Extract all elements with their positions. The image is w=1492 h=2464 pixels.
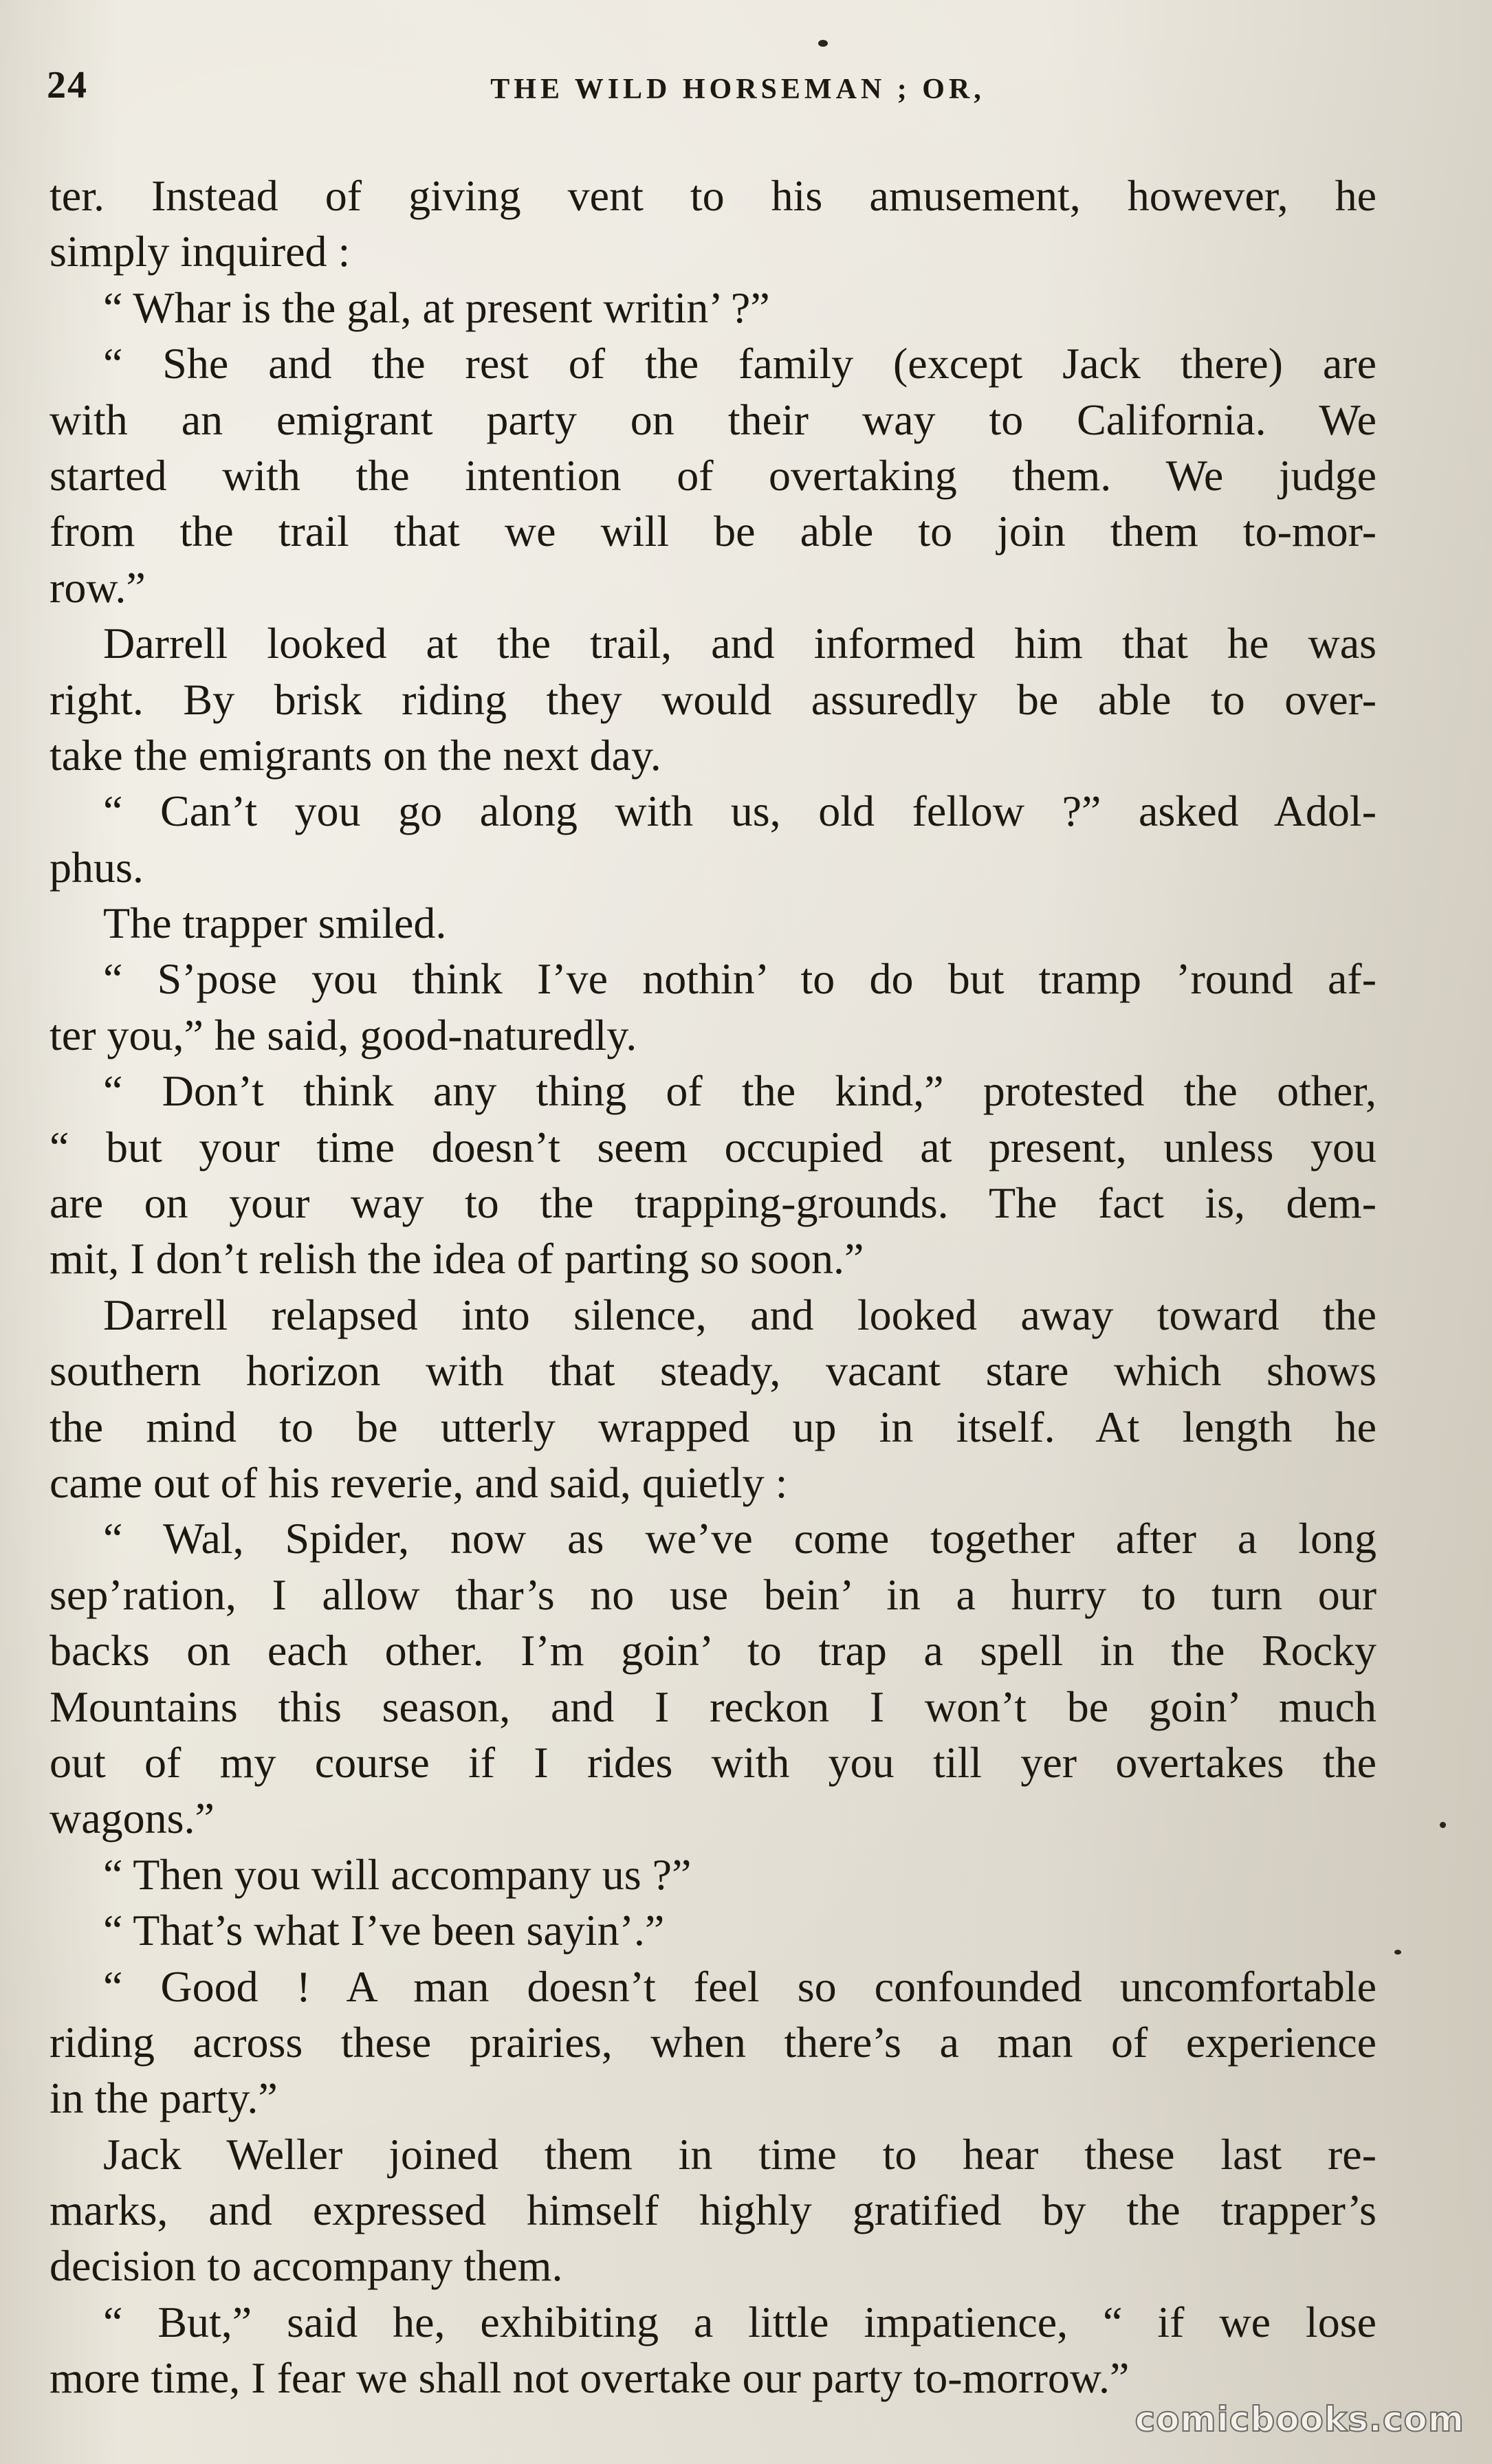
text-line: backs on each other. I’m goin’ to trap a spell in the Rocky bbox=[50, 1626, 1376, 1675]
body-text bbox=[50, 168, 1376, 2406]
text-line: mit, I don’t relish the idea of parting so soon.” bbox=[50, 1234, 864, 1284]
text-line: “ but your time doesn’t seem occupied at present, unless you bbox=[50, 1122, 1376, 1172]
text-line: “ Whar is the gal, at present writin’ ?” bbox=[103, 283, 770, 332]
text-line: “ She and the rest of the family (except Jack there) are bbox=[103, 339, 1376, 388]
text-line: take the emigrants on the next day. bbox=[50, 730, 661, 780]
page-number: 24 bbox=[47, 64, 88, 107]
running-head: THE WILD HORSEMAN ; OR, bbox=[490, 74, 985, 105]
text-line: “ Don’t think any thing of the kind,” protested the other, bbox=[103, 1066, 1376, 1116]
text-line: more time, I fear we shall not overtake our party to-morrow.” bbox=[50, 2353, 1130, 2403]
watermark: comicbooks.com bbox=[1134, 2399, 1464, 2439]
text-line: phus. bbox=[50, 842, 144, 892]
text-line: “ Can’t you go along with us, old fellow ?” asked Adol- bbox=[103, 786, 1376, 836]
text-line: “ Then you will accompany us ?” bbox=[103, 1849, 692, 1899]
text-line: came out of his reverie, and said, quietly : bbox=[50, 1458, 788, 1507]
text-line: “ S’pose you think I’ve nothin’ to do but tramp ’round af- bbox=[103, 954, 1376, 1004]
text-line: in the party.” bbox=[50, 2074, 278, 2123]
text-line: started with the intention of overtaking them. We judge bbox=[50, 450, 1376, 500]
ink-speck bbox=[1394, 1950, 1401, 1955]
text-line: from the trail that we will be able to join them to-mor- bbox=[50, 507, 1376, 556]
text-line: “ But,” said he, exhibiting a little impatience, “ if we lose bbox=[103, 2297, 1376, 2346]
text-line: the mind to be utterly wrapped up in itself. At length he bbox=[50, 1402, 1376, 1451]
text-line: out of my course if I rides with you till yer overtakes the bbox=[50, 1737, 1376, 1787]
text-line: wagons.” bbox=[50, 1794, 215, 1843]
text-line: ter. Instead of giving vent to his amusement, however, he bbox=[50, 171, 1376, 220]
text-line: are on your way to the trapping-grounds. The fact is, dem- bbox=[50, 1178, 1376, 1228]
ink-speck bbox=[818, 40, 828, 47]
text-line: “ Wal, Spider, now as we’ve come together after a long bbox=[103, 1514, 1376, 1563]
text-line: simply inquired : bbox=[50, 227, 351, 276]
text-line: Mountains this season, and I reckon I won’t be goin’ much bbox=[50, 1682, 1376, 1731]
text-line: with an emigrant party on their way to California. We bbox=[50, 395, 1376, 444]
text-line: Darrell relapsed into silence, and looked away toward the bbox=[103, 1290, 1376, 1339]
text-line: The trapper smiled. bbox=[103, 899, 447, 948]
text-line: decision to accompany them. bbox=[50, 2241, 563, 2291]
text-line: sep’ration, I allow thar’s no use bein’ in a hurry to turn our bbox=[50, 1570, 1376, 1619]
text-line: riding across these prairies, when there’s a man of experience bbox=[50, 2017, 1376, 2067]
page-header bbox=[47, 63, 1381, 118]
text-line: ter you,” he said, good-naturedly. bbox=[50, 1010, 637, 1059]
text-line: marks, and expressed himself highly gratified by the trapper’s bbox=[50, 2186, 1376, 2235]
text-line: “ Good ! A man doesn’t feel so confounded uncomfortable bbox=[103, 1961, 1376, 2011]
text-line: southern horizon with that steady, vacant stare which shows bbox=[50, 1346, 1376, 1396]
text-line: right. By brisk riding they would assuredly be able to over- bbox=[50, 674, 1376, 724]
text-line: Jack Weller joined them in time to hear these last re- bbox=[103, 2129, 1376, 2179]
ink-speck bbox=[1440, 1822, 1446, 1828]
text-line: “ That’s what I’ve been sayin’.” bbox=[103, 1906, 665, 1955]
text-line: row.” bbox=[50, 562, 146, 612]
text-line: Darrell looked at the trail, and informed him that he was bbox=[103, 619, 1376, 668]
